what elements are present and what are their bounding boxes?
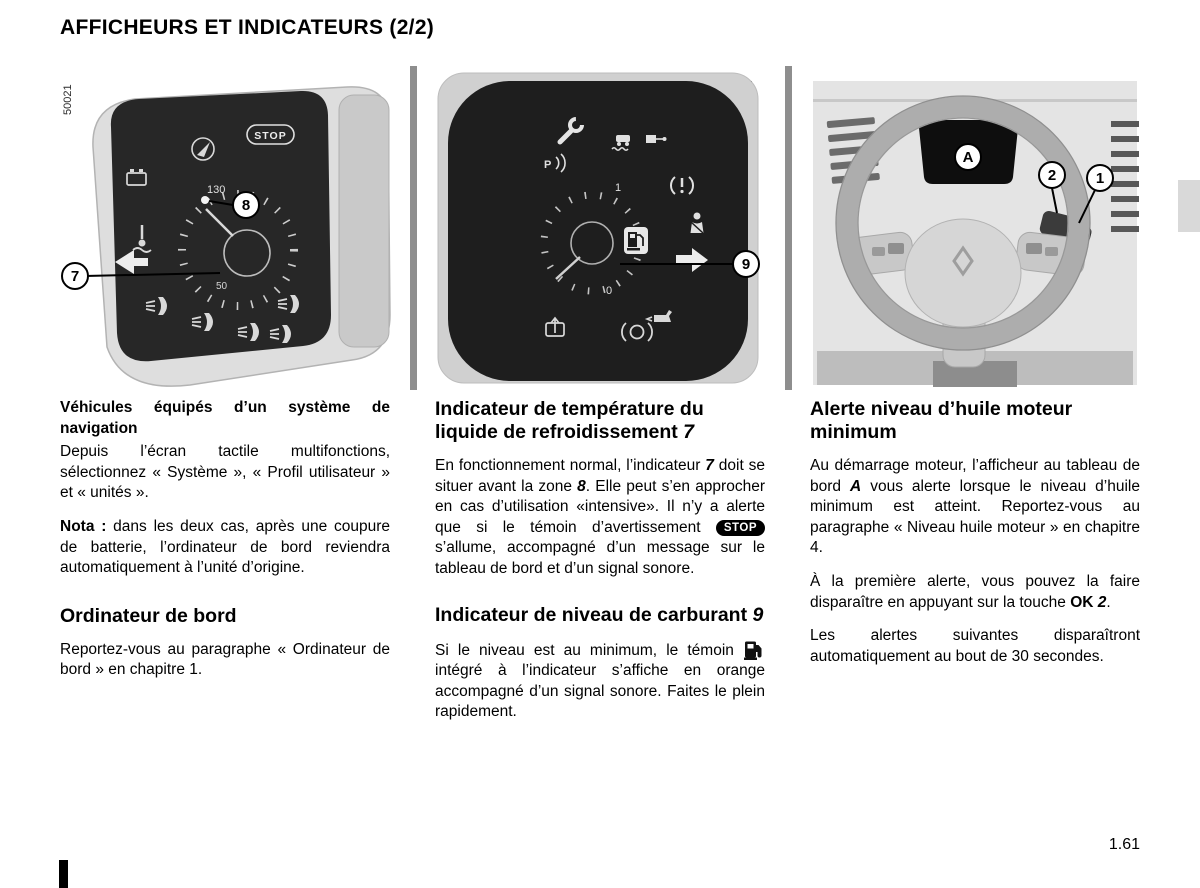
binding-mark [59,860,68,888]
svg-text:2: 2 [1047,167,1057,184]
text-run: s’allume, accompagné d’un message sur le tableau de bord et d’un signal sonore. [435,539,765,578]
text-run: doit se situer avant la zone [435,457,765,495]
paragraph [435,639,765,723]
fuel-pump-icon [743,642,765,659]
svg-text:7: 7 [70,268,80,285]
steering-wheel-svg [805,65,1145,395]
text-run: Si le niveau est au minimum, le témoin [435,641,743,659]
paragraph [435,456,765,580]
dial-mark-1: 1 [615,182,622,194]
text-run: vous alerte lorsque le niveau d’huile minimum est atteint. Reportez-vous au paragraphe « Niveau huile moteur » en chapitre 4. [810,477,1140,557]
figure-instrument-cluster-analog [55,65,395,395]
text-run: En fonctionnement normal, l’indicateur [435,457,706,474]
heading-trip-computer: Ordinateur de bord [60,604,237,627]
text-run: . Elle peut s’en approcher en cas d’utilisation «intensive». Il n’y a alerte que si le témoin d’avertissement [435,477,765,536]
svg-text:STOP: STOP [254,130,287,142]
instrument-cluster-analog-svg [55,65,395,395]
heading-vehicles-navigation: Véhicules équipés d’un système de navigation [60,399,390,437]
ref-A: A [850,477,862,495]
svg-text:P: P [544,159,552,171]
nota-text: dans les deux cas, après une coupure de batterie, l’ordinateur de bord reviendra automatiquement à l’unité d’origine. [60,518,390,577]
svg-text:1: 1 [1095,170,1105,187]
column-divider [410,66,417,390]
ref-8: 8 [577,477,586,495]
cluster-housing [93,87,390,386]
text-run: intégré à l’indicateur s’affiche en orange accompagné d’un signal sonore. Faites le plein rapidement. [435,662,765,721]
heading-fuel-level [435,604,765,627]
callout-A [955,144,981,170]
chapter-edge-tab [1178,180,1200,232]
ref-7: 7 [705,457,714,474]
paragraph [810,572,1140,613]
column-temperature-fuel [435,398,765,736]
paragraph-nota [60,517,390,579]
nota-label: Nota : [60,518,107,536]
column-oil-alert [810,398,1140,680]
heading-oil-level-alert: Alerte niveau d’huile moteur minimum [810,398,1073,443]
paragraph [810,456,1140,559]
dial-mark-50: 50 [216,281,228,292]
page-number: 1.61 [1108,836,1140,853]
stop-warning-badge: STOP [716,520,765,536]
cluster-housing [438,73,758,383]
heading-text: Indicateur de température du liquide de refroidissement [435,398,704,443]
ref-2: 2 [1093,593,1107,611]
heading-ref-number: 9 [752,603,764,626]
text-run: Au démarrage moteur, l’afficheur au tableau de bord [810,457,1140,495]
column-navigation [60,398,390,694]
figure-instrument-cluster-digital [430,65,770,395]
dark-display [111,91,331,361]
paragraph: Reportez-vous au paragraphe « Ordinateur de bord » en chapitre 1. [60,640,390,679]
blank-display-panel [339,95,389,347]
text-run: . [1106,593,1111,611]
text-run: À la première alerte, vous pouvez la faire disparaître en appuyant sur la touche [810,573,1140,611]
fuel-pump-telltale-icon [624,227,648,254]
paragraph: Depuis l’écran tactile multifonctions, sélectionnez « Système », « Profil utilisateur » et « unités ». [60,443,390,502]
column-divider [785,66,792,390]
instrument-cluster-digital-svg [430,65,770,395]
svg-text:8: 8 [241,197,251,214]
heading-text: Indicateur de niveau de carburant [435,603,753,626]
heading-coolant-temperature [435,398,765,444]
dial-mark-0: 0 [606,285,613,297]
page-title: AFFICHEURS ET INDICATEURS (2/2) [60,16,435,39]
figure-steering-wheel [805,65,1145,395]
ref-OK: OK [1070,593,1094,611]
heading-ref-number: 7 [683,421,694,443]
svg-text:9: 9 [741,256,751,273]
svg-text:A: A [962,149,974,166]
paragraph: Les alertes suivantes disparaîtront automatiquement au bout de 30 secondes. [810,627,1140,665]
figure-code-label: 50021 [62,84,74,115]
dial-mark-130: 130 [207,184,226,196]
